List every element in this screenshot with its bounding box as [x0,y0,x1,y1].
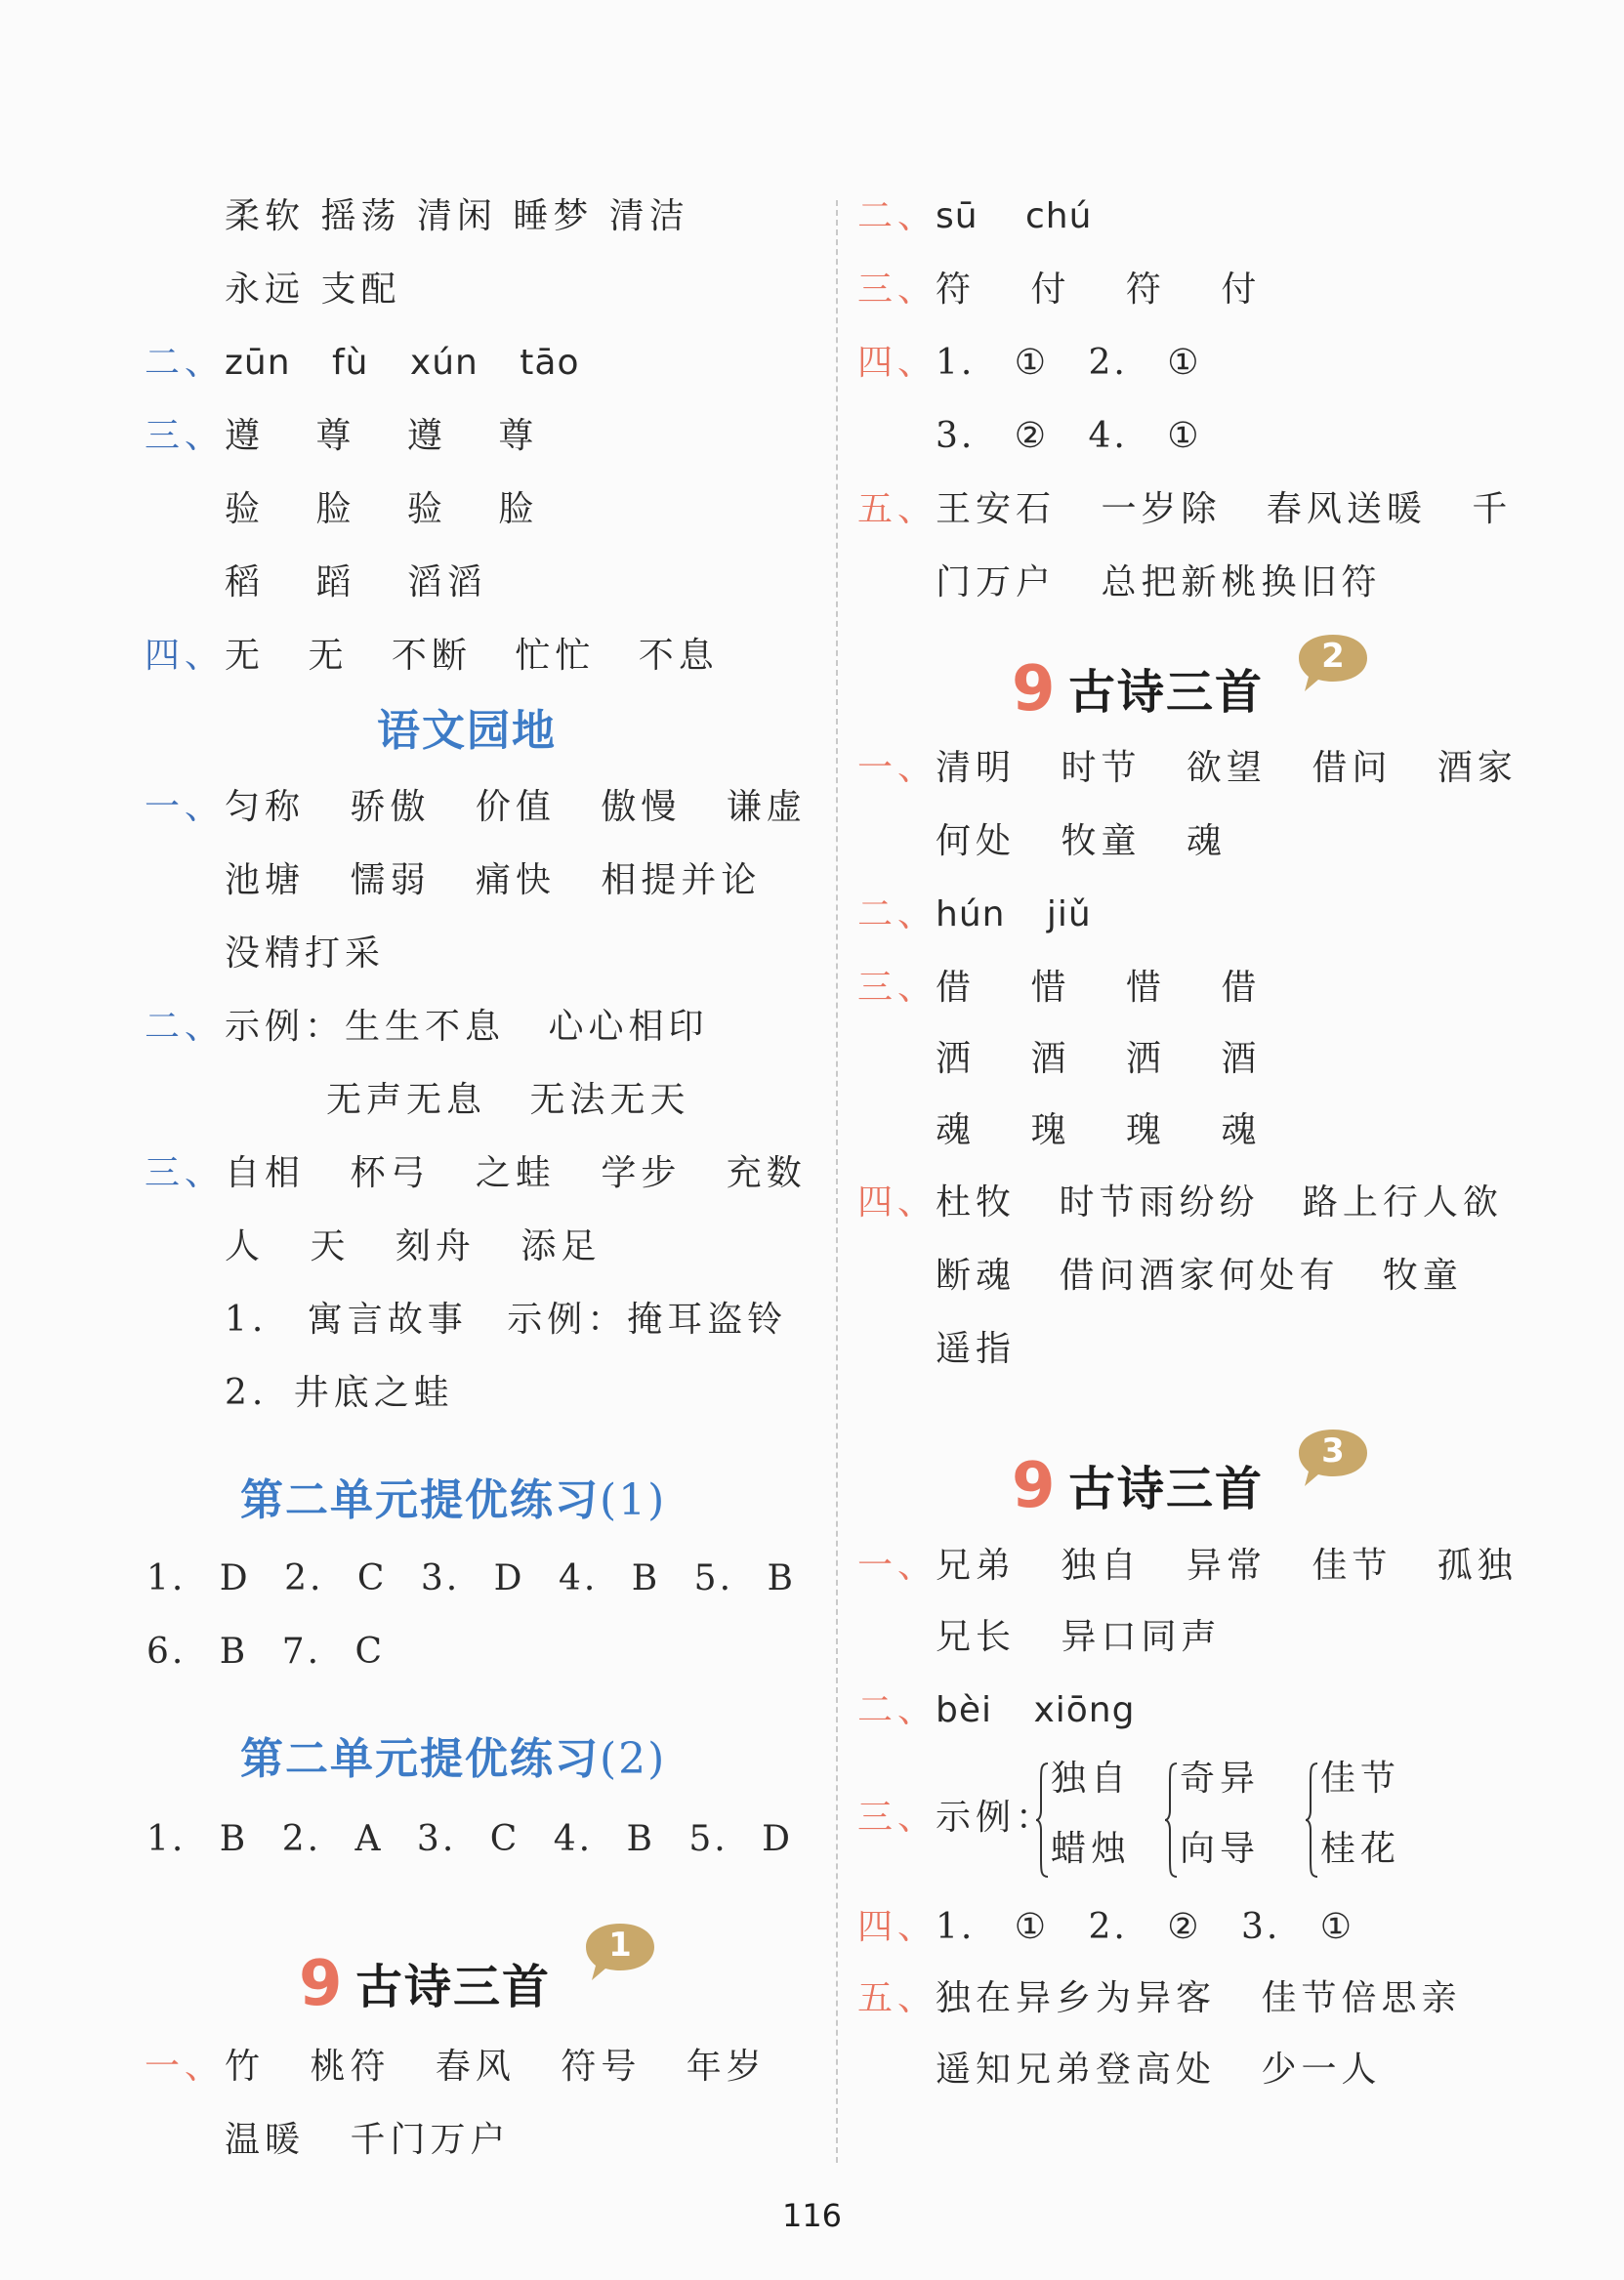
brace-icon [1035,1762,1051,1879]
yw-san-line-3: 1. 寓言故事 示例：掩耳盗铃 [225,1300,788,1340]
yw-er-line-2: 无声无息 无法无天 [326,1080,690,1120]
p2-san-line-1: 借 惜 惜 借 [936,968,1262,1008]
left-words-line-2: 永远 支配 [225,269,401,310]
right-wu-line-1: 王安石 一岁除 春风送暖 千 [936,489,1513,529]
p3-san-label: 三、 [857,1798,938,1838]
right-si-line-1: 1. ① 2. ① [936,343,1202,383]
p3-yi-line-2: 兄长 异口同声 [936,1617,1222,1657]
p3-san-group-3-top: 佳节 [1320,1759,1401,1799]
poem-badge-1-number: 1 [608,1926,632,1965]
poem-heading-2-number: 9 [1012,653,1056,725]
left-si-line: 无 无 不断 忙忙 不息 [225,636,719,676]
p3-wu-line-1: 独在异乡为异客 佳节倍思亲 [936,1978,1462,2018]
right-san-label: 三、 [857,269,938,310]
p3-san-group-3 [1305,1758,1422,1885]
p3-san-prefix: 示例： [936,1798,1057,1838]
unit-practice-2-title-paren: (2) [600,1734,667,1784]
unit-practice-2-title-text: 第二单元提优练习 [240,1734,600,1784]
right-wu-label: 五、 [857,489,938,529]
page-number: 116 [781,2197,843,2234]
left-si-label: 四、 [145,636,226,676]
unit-practice-1-title-paren: (1) [600,1475,667,1525]
yw-san-line-1: 自相 杯弓 之蛙 学步 充数 [225,1153,807,1193]
poem-heading-3-title: 古诗三首 [1068,1462,1265,1516]
right-si-label: 四、 [857,343,938,383]
right-san-line: 符 付 符 付 [936,269,1262,310]
poem-heading-2-title: 古诗三首 [1068,665,1265,720]
unit-practice-2-title [240,1733,666,1786]
p3-san-group-2-top: 奇异 [1180,1759,1261,1799]
poem-heading-3-number: 9 [1012,1450,1056,1522]
p3-wu-label: 五、 [857,1978,938,2018]
p3-er-label: 二、 [857,1690,938,1730]
unit-practice-2-answers-line-1: 1. B 2. A 3. C 4. B 5. D [146,1819,794,1859]
yw-er-label: 二、 [145,1007,226,1047]
unit-practice-1-answers-line-1: 1. D 2. C 3. D 4. B 5. B [146,1558,796,1598]
right-wu-line-2: 门万户 总把新桃换旧符 [936,562,1382,602]
poem-badge-2-number: 2 [1321,637,1345,676]
p2-er-label: 二、 [857,894,938,934]
p3-er-pinyin: bèi xiōng [936,1690,1136,1730]
yw-yi-label: 一、 [145,787,226,827]
left-san-line-1: 遵 尊 遵 尊 [225,416,539,456]
unit-practice-1-title [240,1474,666,1527]
left-words-line-1: 柔软 摇荡 清闲 睡梦 清洁 [225,196,689,236]
p3-wu-line-2: 遥知兄弟登高处 少一人 [936,2050,1382,2090]
p3-yi-label: 一、 [857,1546,938,1586]
p3-san-group-1 [1035,1758,1152,1885]
left-san-label: 三、 [145,416,226,456]
p2-san-label: 三、 [857,968,938,1008]
right-er-pinyin: sū chú [936,196,1093,236]
yw-san-label: 三、 [145,1153,226,1193]
p2-san-line-2: 洒 酒 洒 酒 [936,1039,1262,1079]
poem-badge-3 [1295,1426,1371,1490]
p3-si-label: 四、 [857,1907,938,1947]
p3-san-group-1-bottom: 蜡烛 [1051,1829,1132,1869]
column-divider [836,200,838,2163]
left-er-label: 二、 [145,343,226,383]
poem-heading-1-number: 9 [299,1948,343,2020]
unit-practice-1-title-text: 第二单元提优练习 [240,1475,600,1525]
p3-si-line: 1. ① 2. ② 3. ① [936,1907,1355,1947]
p2-si-line-2: 断魂 借问酒家何处有 牧童 [936,1256,1463,1296]
poem-badge-2 [1295,631,1371,695]
p2-er-pinyin: hún jiǔ [936,894,1092,934]
p1-yi-label: 一、 [145,2047,226,2087]
poem-heading-2 [1012,637,1383,728]
brace-icon [1305,1762,1320,1879]
poem-heading-3 [1012,1431,1383,1525]
p2-si-label: 四、 [857,1182,938,1223]
yw-er-line-1: 示例：生生不息 心心相印 [225,1007,709,1047]
right-er-label: 二、 [857,196,938,236]
p2-si-line-3: 遥指 [936,1329,1017,1369]
left-san-line-2: 验 脸 验 脸 [225,489,539,529]
p2-yi-label: 一、 [857,748,938,788]
p3-san-group-2-bottom: 向导 [1180,1829,1261,1869]
right-si-line-2: 3. ② 4. ① [936,416,1202,456]
brace-icon [1164,1762,1180,1879]
yw-yi-line-3: 没精打采 [225,933,386,974]
poem-heading-1 [299,1926,670,2023]
poem-badge-3-number: 3 [1321,1431,1345,1471]
p3-san-group-2 [1164,1758,1281,1885]
p3-san-group-3-bottom: 桂花 [1320,1829,1401,1869]
left-san-line-3: 稻 蹈 滔滔 [225,562,487,602]
p1-yi-line-1: 竹 桃符 春风 符号 年岁 [225,2047,767,2087]
unit-practice-1-answers-line-2: 6. B 7. C [146,1632,386,1672]
yw-san-line-2: 人 天 刻舟 添足 [225,1226,602,1266]
yw-yi-line-2: 池塘 懦弱 痛快 相提并论 [225,860,762,900]
p1-yi-line-2: 温暖 千门万户 [225,2120,511,2160]
yuwen-yuandi-title: 语文园地 [377,706,557,756]
p3-yi-line-1: 兄弟 独自 异常 佳节 孤独 [936,1546,1518,1586]
p2-yi-line-2: 何处 牧童 魂 [936,821,1227,861]
p2-si-line-1: 杜牧 时节雨纷纷 路上行人欲 [936,1182,1503,1223]
left-er-pinyin: zūn fù xún tāo [225,343,580,383]
p2-san-line-3: 魂 瑰 瑰 魂 [936,1110,1262,1150]
poem-heading-1-title: 古诗三首 [355,1960,552,2014]
poem-badge-1 [582,1920,658,1984]
yw-yi-line-1: 匀称 骄傲 价值 傲慢 谦虚 [225,787,807,827]
yw-san-line-4: 2. 井底之蛙 [225,1373,454,1413]
p3-san-group-1-top: 独自 [1051,1759,1132,1799]
p2-yi-line-1: 清明 时节 欲望 借问 酒家 [936,748,1518,788]
